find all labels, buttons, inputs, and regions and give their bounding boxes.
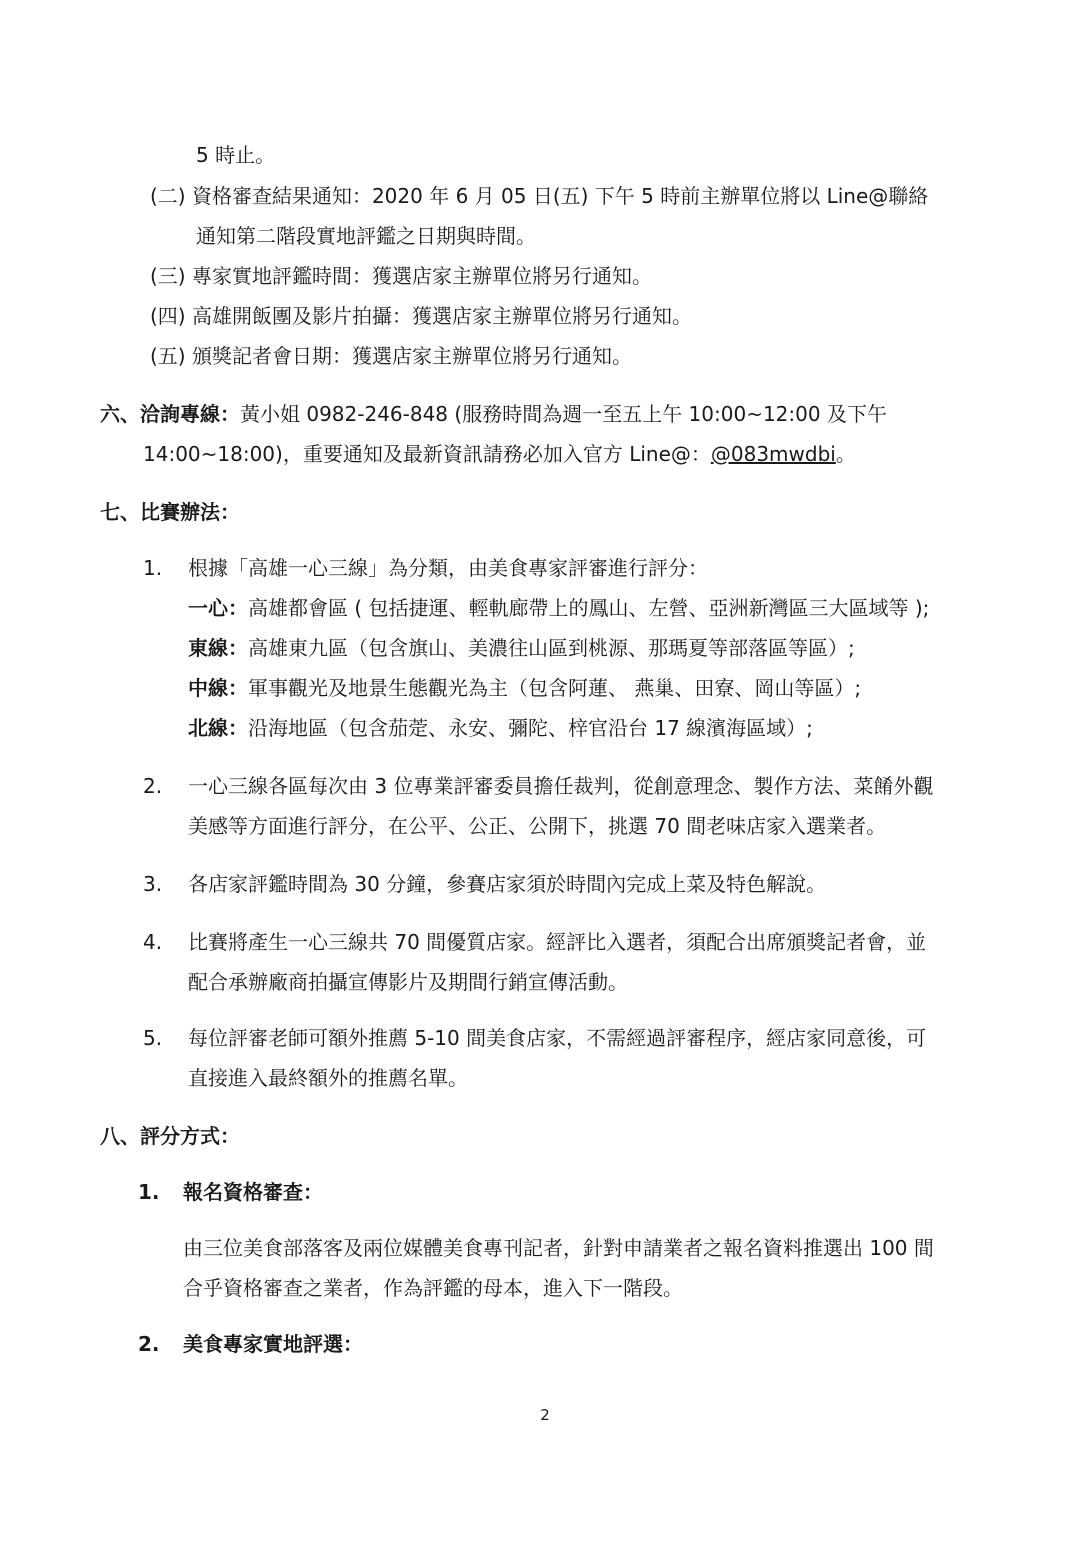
zone-text: 高雄都會區 ( 包括捷運、輕軌廊帶上的鳳山、左營、亞洲新灣區三大區域等 ); [248,596,930,620]
scoring-1-text-cont: 合乎資格審查之業者，作為評鑑的母本，進入下一階段。 [183,1276,683,1300]
rule-3-num: 3. [143,872,163,896]
zone-label: 北線： [188,716,248,740]
rule-5-num: 5. [143,1026,163,1050]
contact-line-2 [143,440,856,468]
zone-item [188,714,813,742]
contact-heading: 六、洽詢專線： [100,402,240,426]
rule-2-text: 一心三線各區每次由 3 位專業評審委員擔任裁判，從創意理念、製作方法、菜餚外觀 [188,774,934,798]
schedule-item-2-cont: 通知第二階段實地評鑑之日期與時間。 [196,224,536,248]
rule-1-num: 1. [143,556,163,580]
schedule-item-3: (三) 專家實地評鑑時間：獲選店家主辦單位將另行通知。 [150,264,652,288]
zone-text: 高雄東九區（包含旗山、美濃往山區到桃源、那瑪夏等部落區等區）; [248,636,855,660]
zone-item [188,594,929,622]
page-number: 2 [540,1406,550,1424]
schedule-item-2: (二) 資格審查結果通知：2020 年 6 月 05 日(五) 下午 5 時前主辦單位將以 Line@聯絡 [150,184,929,208]
rule-4-text: 比賽將產生一心三線共 70 間優質店家。經評比入選者，須配合出席頒獎記者會，並 [188,930,927,954]
scoring-2-num: 2. [138,1332,160,1356]
zone-label: 中線： [188,676,248,700]
zone-label: 東線： [188,636,248,660]
rule-5-text-cont: 直接進入最終額外的推薦名單。 [188,1066,468,1090]
rule-4-text-cont: 配合承辦廠商拍攝宣傳影片及期間行銷宣傳活動。 [188,970,628,994]
scoring-heading: 八、評分方式： [100,1124,240,1148]
rule-1-text: 根據「高雄一心三線」為分類，由美食專家評審進行評分： [188,556,708,580]
zone-item [188,674,861,702]
scoring-1-num: 1. [138,1180,160,1204]
scoring-2-title: 美食專家實地評選： [183,1332,363,1356]
zone-item [188,634,855,662]
line-id-link[interactable]: @083mwdbi [710,442,836,466]
contact-info-2: 14:00~18:00)，重要通知及最新資訊請務必加入官方 Line@： [143,442,711,466]
zone-text: 沿海地區（包含茄萣、永安、彌陀、梓官沿台 17 線濱海區域）; [248,716,813,740]
schedule-continuation: 5 時止。 [196,143,276,167]
zone-label: 一心： [188,596,248,620]
rules-heading: 七、比賽辦法： [100,500,240,524]
rule-4-num: 4. [143,930,163,954]
scoring-1-text: 由三位美食部落客及兩位媒體美食專刊記者，針對申請業者之報名資料推選出 100 間 [183,1236,934,1260]
rule-2-text-cont: 美感等方面進行評分，在公平、公正、公開下，挑選 70 間老味店家入選業者。 [188,814,887,838]
schedule-item-4: (四) 高雄開飯團及影片拍攝：獲選店家主辦單位將另行通知。 [150,304,692,328]
schedule-item-5: (五) 頒獎記者會日期：獲選店家主辦單位將另行通知。 [150,344,632,368]
scoring-1-title: 報名資格審查： [183,1180,323,1204]
contact-line-1 [100,400,887,428]
zone-text: 軍事觀光及地景生態觀光為主（包含阿蓮、 燕巢、田寮、岡山等區）; [248,676,862,700]
contact-end: 。 [835,442,856,466]
rule-2-num: 2. [143,774,163,798]
rule-3-text: 各店家評鑑時間為 30 分鐘，參賽店家須於時間內完成上菜及特色解說。 [188,872,827,896]
rule-5-text: 每位評審老師可額外推薦 5-10 間美食店家，不需經過評審程序，經店家同意後，可 [188,1026,927,1050]
contact-info: 黃小姐 0982-246-848 (服務時間為週一至五上午 10:00~12:00 及下午 [240,402,887,426]
